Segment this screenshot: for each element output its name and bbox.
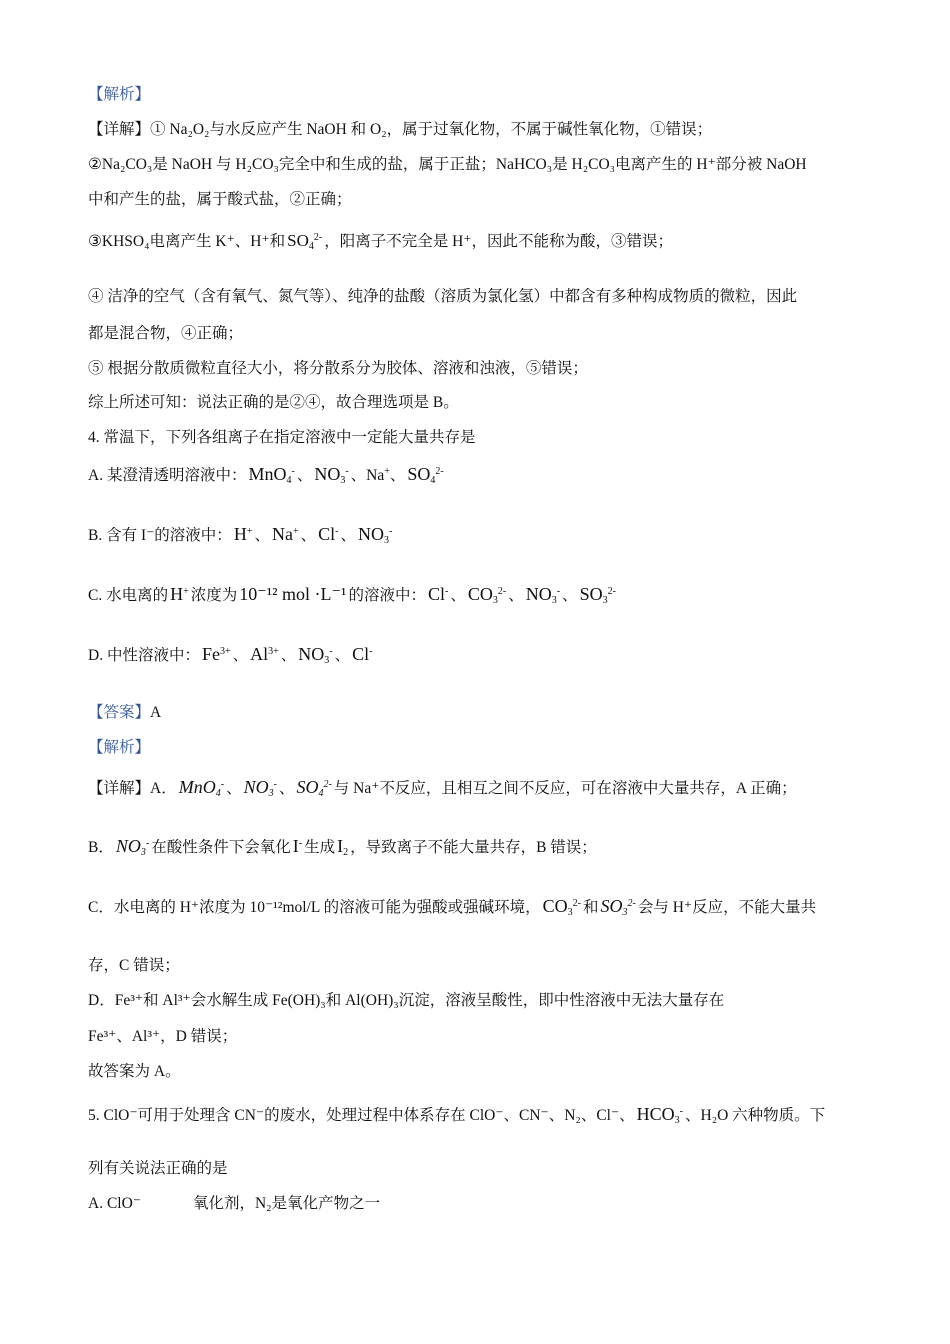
ion-no3-formula: $NO_3^-$: [358, 524, 393, 546]
q4-option-c-mid1: 浓度为: [190, 587, 238, 604]
ion-so3-formula: $SO_3^{2-}$: [600, 896, 636, 918]
ion-h-formula: H+: [233, 524, 253, 544]
q4-option-b: B. 含有 I⁻的溶液中： H+ 、 Na+ 、 Cl- 、 $NO_3^-$: [88, 524, 393, 546]
ion-mno4-formula: MnO$_4$-: [248, 464, 295, 486]
q5-stem-1a: 5. ClO⁻可用于处理含 CN⁻的废水，处理过程中体系存在 ClO⁻、CN⁻、N₂、Cl⁻、: [88, 1107, 635, 1124]
q5-option-a-text: 氧化剂，N₂是氧化产物之一: [192, 1195, 381, 1212]
q4-option-b-prefix: B. 含有 I⁻的溶液中：: [88, 527, 232, 544]
answer-value: A: [150, 704, 162, 721]
ion-cl-formula: Cl-: [318, 524, 339, 544]
ion-h-formula: H+: [170, 584, 189, 604]
q4-detail-a-text: 与 Na⁺不反应，且相互之间不反应，可在溶液中大量共存，A 正确；: [333, 780, 797, 797]
detail-text-4a: ③KHSO₄电离产生 K⁺、H⁺和: [88, 233, 286, 250]
ion-no3-formula: $NO_3^-$: [525, 584, 561, 606]
detail-line-4: [88, 229, 673, 251]
ion-no3-formula: $NO_3^-$: [115, 836, 150, 858]
q4-detail-c-t3: 会与 H⁺反应，不能大量共: [637, 899, 817, 916]
detail-line-3: 中和产生的盐，属于酸式盐，②正确；: [88, 191, 352, 208]
q4-option-c-prefix: C. 水电离的: [88, 587, 169, 604]
analysis-tag: 【解析】: [88, 739, 151, 756]
q5-option-a-prefix: A. ClO⁻: [88, 1195, 141, 1212]
ion-so4-formula: $SO_4^{2-}$: [296, 777, 332, 799]
q4-detail-b: [88, 835, 597, 857]
detail-line-7: ⑤ 根据分散质微粒直径大小，将分散系分为胶体、溶液和浊液，⑤错误；: [88, 360, 588, 377]
concentration-formula: 10⁻¹² mol ·L⁻¹: [239, 584, 347, 604]
q4-detail-b-t2: 生成: [304, 839, 336, 856]
ion-no3-formula: $NO_3^-$: [314, 464, 349, 486]
q5-option-a: [88, 1191, 380, 1213]
analysis-tag: 【解析】: [88, 86, 151, 103]
ion-co3-formula: $CO_3^{2-}$: [542, 896, 581, 918]
iodine-formula: $I_2$: [337, 836, 349, 858]
q5-stem-1b: 、H₂O 六种物质。下: [685, 1107, 826, 1124]
ion-so4-formula: $SO_4^{2-}$: [407, 464, 444, 486]
ion-fe-formula: $Fe^{3+}$: [201, 644, 231, 664]
q4-detail-c: [88, 895, 816, 917]
q4-detail-a-prefix: A．: [150, 780, 177, 797]
detail-line-5: ④ 洁净的空气（含有氧气、氮气等）、纯净的盐酸（溶质为氯化氢）中都含有多种构成物质的微粒，因此: [88, 288, 798, 305]
detail-line-8: 综上所述可知：说法正确的是②④，故合理选项是 B。: [88, 394, 459, 411]
detail-line-1: [88, 117, 712, 139]
detail-text-4b: ，阳离子不完全是 H⁺，因此不能称为酸，③错误；: [324, 233, 673, 250]
q4-option-c-mid2: 的溶液中：: [348, 587, 426, 604]
q4-detail-b-prefix: B．: [88, 839, 114, 856]
q4-option-d-prefix: D. 中性溶液中：: [88, 647, 200, 664]
q4-detail-d-cont: Fe³⁺、Al³⁺，D 错误；: [88, 1028, 238, 1045]
q4-detail-c-cont: 存，C 错误；: [88, 957, 180, 974]
ion-mno4-formula: MnO$_4$-: [178, 777, 225, 799]
ion-iodide-formula: I-: [292, 836, 303, 856]
q5-stem-1: [88, 1103, 825, 1125]
ion-no3-formula: $NO_3^-$: [243, 777, 277, 799]
q4-answer: [88, 700, 161, 722]
detail-line-2: ②Na₂CO₃是 NaOH 与 H₂CO₃完全中和生成的盐，属于正盐；NaHCO₃是 H₂CO₃电离产生的 H⁺部分被 NaOH: [88, 156, 807, 173]
ion-so3-formula: $SO_3^{2-}$: [579, 584, 616, 606]
answer-tag: 【答案】: [88, 704, 151, 721]
q4-detail-b-t1: 在酸性条件下会氧化: [151, 839, 291, 856]
q4-detail-b-t3: ，导致离子不能大量共存，B 错误；: [350, 839, 597, 856]
ion-hco3-formula: $HCO_3^-$: [636, 1104, 684, 1126]
detail-text-1: ① Na₂O₂与水反应产生 NaOH 和 O₂，属于过氧化物，不属于碱性氧化物，①错误；: [150, 121, 713, 138]
q4-detail-c-t1: C．水电离的 H⁺浓度为 10⁻¹²mol/L 的溶液可能为强酸或强碱环境，: [88, 899, 541, 916]
q4-detail-d: D．Fe³⁺和 Al³⁺会水解生成 Fe(OH)₃和 Al(OH)₃沉淀，溶液呈酸性，即中性溶液中无法大量存在: [88, 992, 725, 1009]
q4-stem: 4. 常温下，下列各组离子在指定溶液中一定能大量共存是: [88, 429, 476, 446]
ion-no3-formula: $NO_3^-$: [298, 644, 333, 666]
detail-tag: 【详解】: [88, 780, 151, 797]
q4-option-a: A. 某澄清透明溶液中： MnO$_4$- 、 $NO_3^-$ 、Na+、 $SO_4^{2-}$: [88, 464, 444, 486]
ion-so4-formula: $SO_4^{2-}$: [287, 231, 323, 252]
ion-al-formula: $Al^{3+}$: [250, 644, 279, 664]
ion-co3-formula: $CO_3^{2-}$: [467, 584, 507, 606]
detail-tag: 【详解】: [88, 121, 151, 138]
q4-option-c: C. 水电离的 H+ 浓度为 10⁻¹² mol ·L⁻¹ 的溶液中： Cl- 、 $CO_3^{2-}$ 、 $NO_3^-$ 、 $SO_3^{2-}$: [88, 584, 616, 606]
ion-cl-formula: Cl-: [352, 644, 373, 664]
q5-stem-2: 列有关说法正确的是: [88, 1160, 228, 1177]
q4-detail-a: 【详解】A． MnO$_4$- 、 $NO_3^-$ 、 $SO_4^{2-}$ 与 Na⁺不反应，且相互之间不反应，可在溶液中大量共存，A 正确；: [88, 777, 797, 799]
ion-cl-formula: Cl-: [427, 584, 449, 604]
q4-detail-c-t2: 和: [583, 899, 599, 916]
q4-conclusion: 故答案为 A。: [88, 1063, 181, 1080]
q4-option-a-prefix: A. 某澄清透明溶液中：: [88, 467, 247, 484]
detail-line-6: 都是混合物，④正确；: [88, 325, 244, 342]
ion-na-formula: Na+: [271, 524, 299, 544]
q4-option-d: D. 中性溶液中： $Fe^{3+}$ 、 $Al^{3+}$ 、 $NO_3^-$ 、 Cl-: [88, 644, 373, 666]
